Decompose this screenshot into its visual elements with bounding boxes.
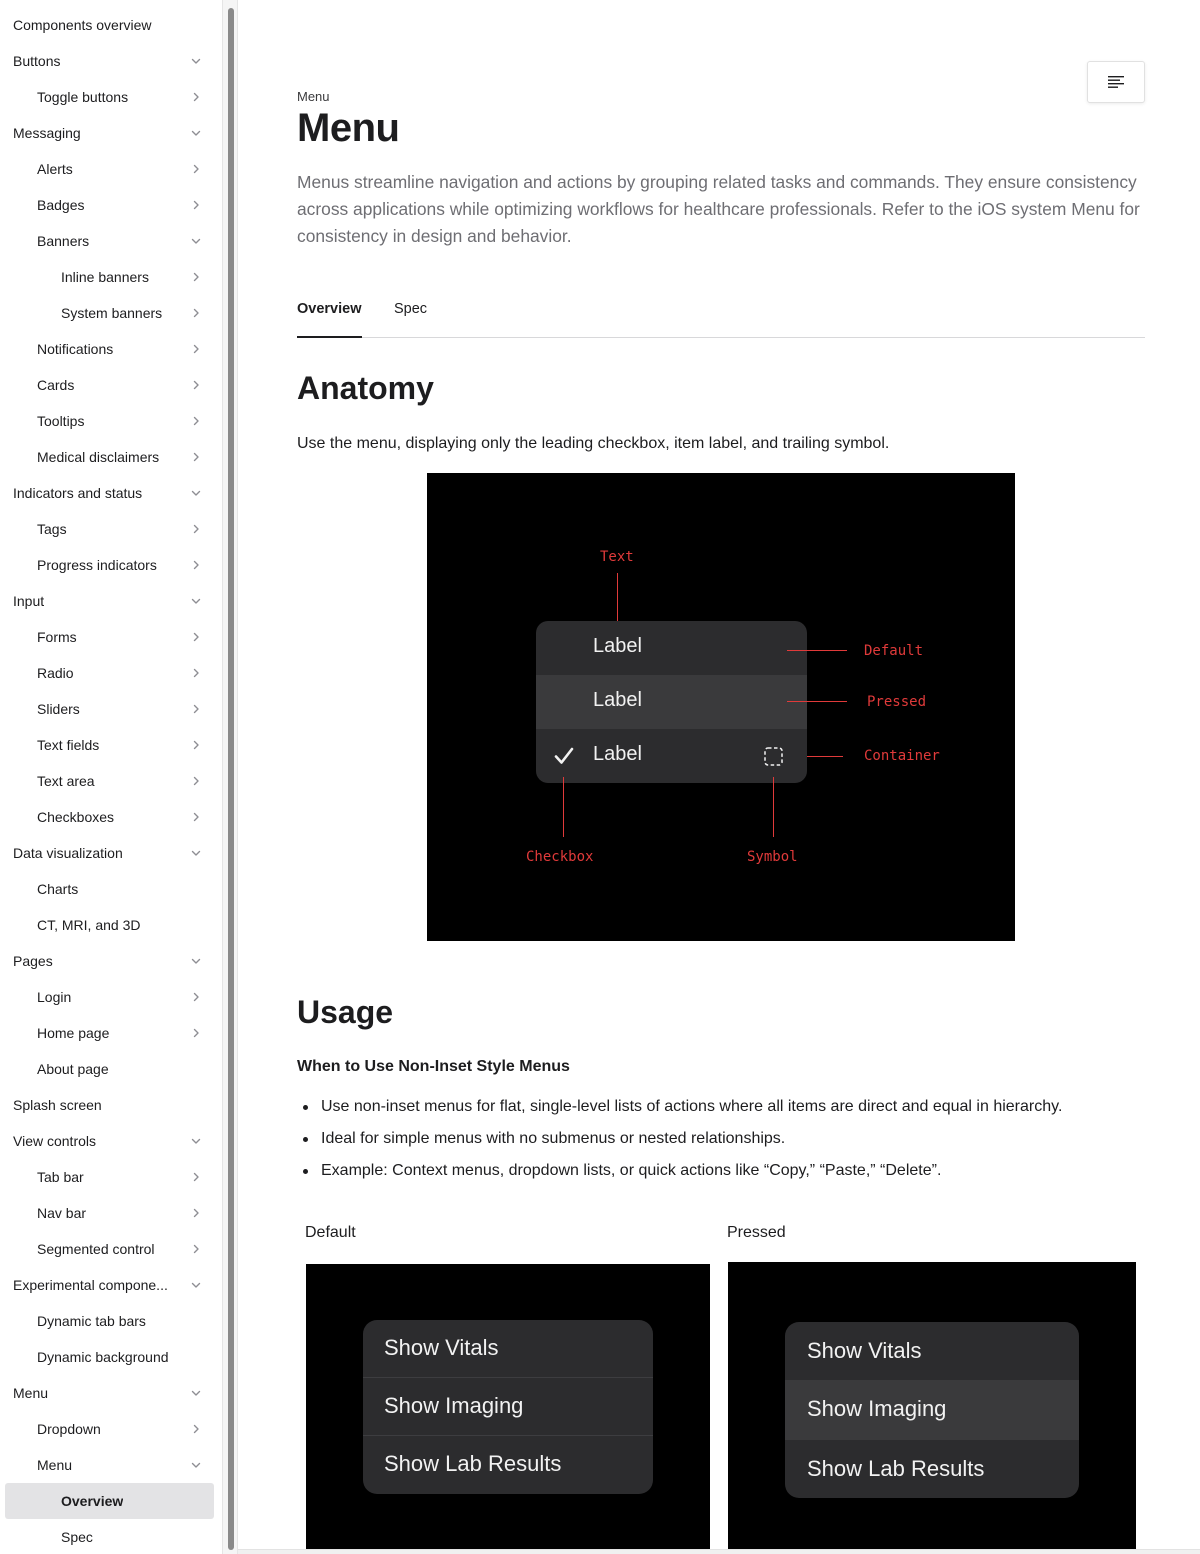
sidebar-item-indicators-and-status[interactable] (0, 475, 214, 511)
sidebar-item-radio[interactable] (0, 655, 214, 691)
sidebar-item-text-fields[interactable] (0, 727, 214, 763)
sidebar-item-text-area[interactable] (0, 763, 214, 799)
sidebar-item-label: View controls (13, 1133, 97, 1149)
sidebar-item-medical-disclaimers[interactable] (0, 439, 214, 475)
sidebar-item-label: Overview (61, 1493, 124, 1509)
sidebar-item-overview[interactable] (5, 1483, 214, 1519)
chevron-right-icon[interactable] (190, 1207, 202, 1219)
sidebar-item-label: Indicators and status (13, 485, 143, 501)
sidebar-item-label: Radio (37, 665, 74, 681)
sidebar-item-label: Input (13, 593, 45, 609)
callout-line-default (787, 650, 847, 651)
sidebar-item-label: Badges (37, 197, 85, 213)
sidebar-item-pages[interactable] (0, 943, 214, 979)
sidebar-scrollbar-thumb[interactable] (228, 8, 234, 1550)
chevron-down-icon[interactable] (190, 487, 202, 499)
sidebar-item-label: Progress indicators (37, 557, 157, 573)
page-title: Menu (297, 106, 400, 150)
sidebar-item-label: Charts (37, 881, 79, 897)
sidebar-item-label: Splash screen (13, 1097, 102, 1113)
sidebar-item-label: Medical disclaimers (37, 449, 160, 465)
page-intro: Menus streamline navigation and actions by grouping related tasks and commands. They ensure consistency across applications while optimizing workflows for healthcare professionals. Refer to the iOS system Menu for consistency in design and behavior. (297, 172, 1140, 246)
chevron-right-icon[interactable] (190, 415, 202, 427)
callout-symbol: Symbol (747, 849, 798, 865)
tab-overview[interactable]: Overview (297, 292, 362, 338)
sidebar-item-label: Tooltips (37, 413, 85, 429)
sidebar-item-label: Dropdown (37, 1421, 101, 1437)
chevron-right-icon[interactable] (190, 91, 202, 103)
sidebar-item-tags[interactable] (0, 511, 214, 547)
sidebar-item-label: Text area (37, 773, 95, 789)
chevron-down-icon[interactable] (190, 55, 202, 67)
sidebar-item-menu[interactable] (0, 1447, 214, 1483)
anatomy-menu-container (536, 621, 807, 783)
sidebar-item-messaging[interactable] (0, 115, 214, 151)
anatomy-row-label: Label (593, 689, 642, 711)
chevron-right-icon[interactable] (190, 811, 202, 823)
sidebar-item-label: System banners (61, 305, 163, 321)
list-item: Example: Context menus, dropdown lists, or quick actions like “Copy,” “Paste,” “Delete”. (297, 1158, 1062, 1190)
usage-heading: Usage (297, 994, 394, 1030)
anatomy-description: Use the menu, displaying only the leading checkbox, item label, and trailing symbol. (297, 435, 890, 452)
sidebar-item-charts[interactable] (0, 871, 214, 907)
sidebar-item-label: Cards (37, 377, 75, 393)
sidebar-item-label: Tags (37, 521, 67, 537)
callout-container: Container (864, 748, 940, 764)
sidebar-item-label: Segmented control (37, 1241, 155, 1257)
chevron-right-icon[interactable] (190, 1027, 202, 1039)
sidebar-item-label: Messaging (13, 125, 81, 141)
anatomy-heading: Anatomy (297, 370, 434, 406)
sidebar-item-checkboxes[interactable] (0, 799, 214, 835)
sidebar-item-label: About page (37, 1061, 109, 1077)
chevron-right-icon[interactable] (190, 631, 202, 643)
sidebar-item-label: Experimental compone... (13, 1277, 168, 1293)
chevron-right-icon[interactable] (190, 199, 202, 211)
chevron-down-icon[interactable] (190, 1135, 202, 1147)
usage-bullet-list (297, 1094, 1062, 1190)
sidebar-item-label: Pages (13, 953, 53, 969)
chevron-down-icon[interactable] (190, 1459, 202, 1471)
sidebar-item-buttons[interactable] (0, 43, 214, 79)
sidebar-item-splash-screen[interactable] (0, 1087, 214, 1123)
placeholder-symbol-icon (764, 747, 783, 766)
callout-checkbox: Checkbox (526, 849, 594, 865)
sidebar-item-notifications[interactable] (0, 331, 214, 367)
chevron-right-icon[interactable] (190, 379, 202, 391)
sidebar-item-label: Notifications (37, 341, 114, 357)
sidebar-item-label: Inline banners (61, 269, 149, 285)
chevron-right-icon[interactable] (190, 163, 202, 175)
sidebar-item-tab-bar[interactable] (0, 1159, 214, 1195)
chevron-down-icon[interactable] (190, 235, 202, 247)
horizontal-scrollbar[interactable] (238, 1549, 1200, 1554)
sidebar-item-dynamic-background[interactable] (0, 1339, 214, 1375)
chevron-right-icon[interactable] (190, 559, 202, 571)
sidebar-scrollbar[interactable] (222, 0, 238, 1554)
sidebar-item-label: Menu (37, 1457, 73, 1473)
sidebar-item-label: Nav bar (37, 1205, 87, 1221)
chevron-right-icon[interactable] (190, 739, 202, 751)
callout-line-symbol (773, 777, 774, 837)
sidebar-item-label: CT, MRI, and 3D (37, 917, 141, 933)
example-default-figure (306, 1264, 710, 1550)
sidebar-item-label: Buttons (13, 53, 61, 69)
chevron-right-icon[interactable] (190, 1243, 202, 1255)
sidebar-item-data-visualization[interactable] (0, 835, 214, 871)
sidebar-item-system-banners[interactable] (0, 295, 214, 331)
breadcrumb[interactable]: Menu (297, 89, 330, 104)
sidebar-item-label: Text fields (37, 737, 100, 753)
list-icon (1107, 75, 1125, 89)
sidebar-item-forms[interactable] (0, 619, 214, 655)
menu-item: Show Lab Results (384, 1451, 562, 1476)
sidebar-item-label: Components overview (13, 17, 152, 33)
sidebar-item-badges[interactable] (0, 187, 214, 223)
anatomy-row-pressed (536, 675, 807, 729)
example-pressed-figure (728, 1262, 1136, 1550)
chevron-down-icon[interactable] (190, 1279, 202, 1291)
chevron-down-icon[interactable] (190, 595, 202, 607)
sidebar-item-nav-bar[interactable] (0, 1195, 214, 1231)
sidebar-item-tooltips[interactable] (0, 403, 214, 439)
sidebar-item-label: Alerts (37, 161, 73, 177)
sidebar-item-sliders[interactable] (0, 691, 214, 727)
sidebar-item-ct-mri-and-3d[interactable] (0, 907, 214, 943)
chevron-down-icon[interactable] (190, 127, 202, 139)
sidebar-item-dynamic-tab-bars[interactable] (0, 1303, 214, 1339)
sidebar-item-label: Dynamic background (37, 1349, 169, 1365)
sidebar-item-about-page[interactable] (0, 1051, 214, 1087)
sidebar-item-banners[interactable] (0, 223, 214, 259)
tab-spec[interactable]: Spec (394, 301, 428, 317)
chevron-right-icon[interactable] (190, 343, 202, 355)
checkmark-icon (554, 747, 574, 765)
chevron-right-icon[interactable] (190, 451, 202, 463)
chevron-down-icon[interactable] (190, 955, 202, 967)
chevron-right-icon[interactable] (190, 1423, 202, 1435)
sidebar-item-spec[interactable] (0, 1519, 214, 1554)
sidebar-item-label: Tab bar (37, 1169, 84, 1185)
menu-item-pressed: Show Imaging (785, 1380, 1079, 1440)
usage-subheading: When to Use Non-Inset Style Menus (297, 1058, 570, 1075)
sidebar-item-label: Data visualization (13, 845, 123, 861)
sidebar-item-label: Banners (37, 233, 90, 249)
main-content (238, 0, 1200, 1554)
sidebar-nav (0, 0, 222, 1554)
sidebar-item-toggle-buttons[interactable] (0, 79, 214, 115)
menu-item: Show Lab Results (807, 1456, 985, 1481)
example-caption-default: Default (305, 1224, 356, 1241)
sidebar-item-experimental-compone[interactable] (0, 1267, 214, 1303)
sidebar-item-label: Login (37, 989, 72, 1005)
anatomy-figure (427, 473, 1015, 941)
sidebar-item-progress-indicators[interactable] (0, 547, 214, 583)
anatomy-row-label: Label (593, 743, 642, 765)
sidebar-item-label: Checkboxes (37, 809, 115, 825)
callout-line-container (807, 756, 843, 757)
callout-text: Text (600, 549, 634, 565)
sidebar-item-login[interactable] (0, 979, 214, 1015)
sidebar-item-cards[interactable] (0, 367, 214, 403)
sidebar-item-alerts[interactable] (0, 151, 214, 187)
chevron-right-icon[interactable] (190, 523, 202, 535)
sidebar-item-menu[interactable] (0, 1375, 214, 1411)
chevron-right-icon[interactable] (190, 667, 202, 679)
chevron-right-icon[interactable] (190, 307, 202, 319)
example-default-menu (363, 1320, 653, 1494)
anatomy-row-label: Label (593, 635, 642, 657)
menu-item: Show Vitals (807, 1338, 922, 1363)
example-pressed-menu (785, 1322, 1079, 1498)
chevron-right-icon[interactable] (190, 991, 202, 1003)
anatomy-row-default (536, 621, 807, 675)
menu-item: Show Imaging (384, 1393, 524, 1418)
sidebar-item-label: Menu (13, 1385, 49, 1401)
sidebar-item-dropdown[interactable] (0, 1411, 214, 1447)
sidebar-item-label: Home page (37, 1025, 110, 1041)
list-item: Use non-inset menus for flat, single-level lists of actions where all items are direct and equal in hierarchy. (297, 1094, 1062, 1126)
sidebar-item-components-overview[interactable] (0, 7, 214, 43)
sidebar-item-segmented-control[interactable] (0, 1231, 214, 1267)
sidebar-item-label: Sliders (37, 701, 80, 717)
menu-item: Show Vitals (384, 1335, 499, 1360)
chevron-right-icon[interactable] (190, 703, 202, 715)
anatomy-row-checked (536, 729, 807, 783)
chevron-down-icon[interactable] (190, 1387, 202, 1399)
sidebar-item-label: Forms (37, 629, 77, 645)
sidebar-item-label: Spec (61, 1529, 93, 1545)
chevron-right-icon[interactable] (190, 1171, 202, 1183)
chevron-right-icon[interactable] (190, 775, 202, 787)
callout-line-pressed (787, 701, 847, 702)
callout-default: Default (864, 643, 924, 659)
sidebar-item-inline-banners[interactable] (0, 259, 214, 295)
chevron-down-icon[interactable] (190, 847, 202, 859)
sidebar-item-label: Toggle buttons (37, 89, 129, 105)
sidebar-item-label: Dynamic tab bars (37, 1313, 146, 1329)
callout-line-checkbox (563, 777, 564, 837)
callout-pressed: Pressed (867, 694, 927, 710)
chevron-right-icon[interactable] (190, 271, 202, 283)
list-item: Ideal for simple menus with no submenus or nested relationships. (297, 1126, 1062, 1158)
tab-bar (297, 292, 1145, 338)
table-of-contents-button[interactable] (1087, 61, 1145, 103)
sidebar-item-view-controls[interactable] (0, 1123, 214, 1159)
sidebar-item-home-page[interactable] (0, 1015, 214, 1051)
example-caption-pressed: Pressed (727, 1224, 786, 1241)
sidebar-item-input[interactable] (0, 583, 214, 619)
